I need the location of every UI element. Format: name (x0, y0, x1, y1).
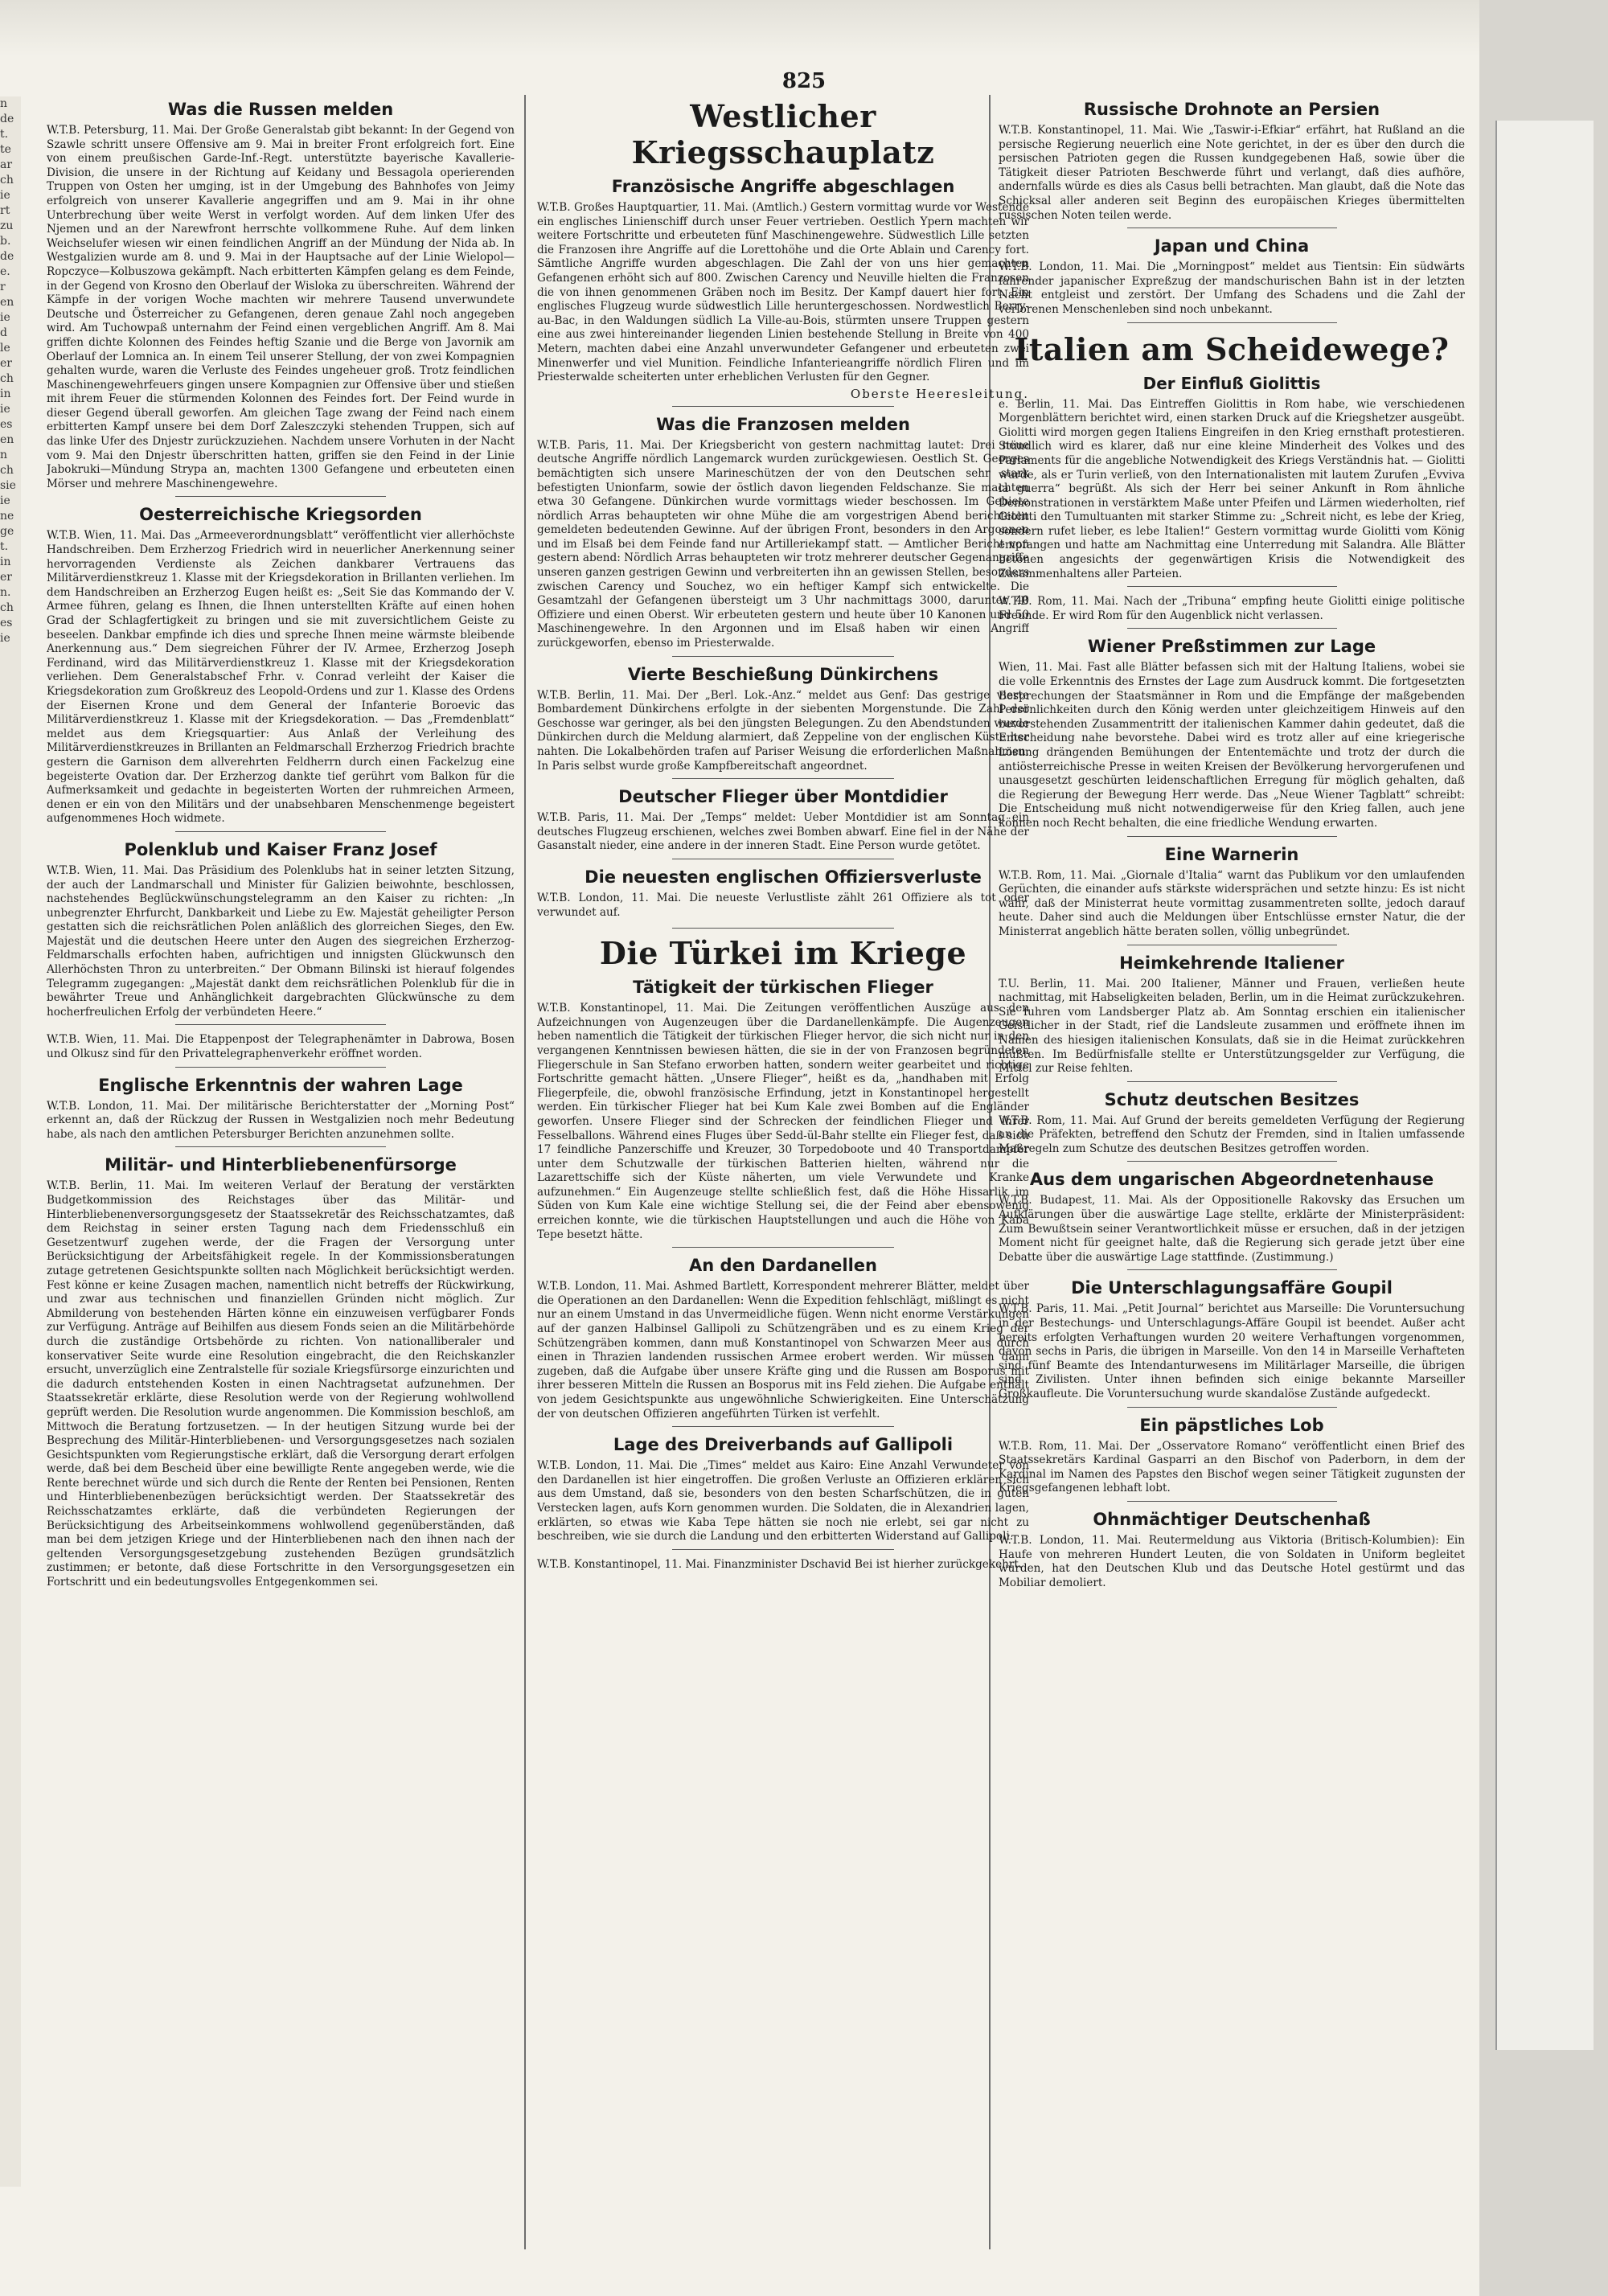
separator (175, 1024, 386, 1025)
margin-fragment: en (0, 433, 14, 446)
separator (672, 1426, 893, 1427)
article-body: W.T.B. Konstantinopel, 11. Mai. Wie „Taswir-i-Efkiar“ erfährt, hat Rußland an die persische Regierung neuerlich eine Note gerichtet, in der es über den durch die persischen Patrioten gegen die Russen kundgegebenen Haß, sowie über die Tätigkeit dieser Patrioten Beschwerde führt und verlangt, daß dies aufhöre, andernfalls würde es dies als Casus belli betrachten. Man glaubt, daß die Note das Schicksal aller anderen seit Beginn des europäischen Krieges übermittelten russischen Noten teilen werde. (999, 124, 1465, 222)
article-body: Wien, 11. Mai. Fast alle Blätter befassen sich mit der Haltung Italiens, wobei sie die volle Erkenntnis des Ernstes der Lage zum Ausdruck kommt. Die fortgesetzten Besprechungen der Staatsmänner in Rom und die Empfänge der maßgebenden Persönlichkeiten durch den König werden unter gleichzeitigem Hinweis auf den bevorstehenden Zusammentritt der italienischen Kammer dahin gedeutet, daß die Entscheidung nahe bevorstehe. Dabei wird es trotz aller auf eine kriegerische Lösung drängenden Bemühungen der Ententemächte und trotz der durch die antiösterreichische Presse in weiten Kreisen der Bevölkerung hervorgerufenen und unausgesetzt geschürten leidenschaftlichen Erregung für möglich gehalten, daß die Regierung der Bewegung Herr werde. Das „Neue Wiener Tagblatt“ schreibt: Die Entscheidung muß nicht notwendigerweise für den Krieg fallen, auch jene können noch Recht behalten, die eine friedliche Wendung erwarten. (999, 661, 1465, 830)
margin-fragment: le (0, 342, 10, 355)
right-article (999, 845, 1465, 945)
margin-fragment: d (0, 326, 7, 339)
article-body: W.T.B. London, 11. Mai. Die neueste Verlustliste zählt 261 Offiziere als tot oder verwundet auf. (537, 891, 1029, 919)
margin-fragment: ch (0, 601, 14, 614)
western-front-heading: Westlicher Kriegsschauplatz (631, 98, 935, 170)
article-headline: Französische Angriffe abgeschlagen (611, 177, 955, 196)
article-headline: Heimkehrende Italiener (1119, 953, 1344, 973)
article-signature: Oberste Heeresleitung. (850, 386, 1029, 401)
margin-fragment: es (0, 418, 13, 431)
top-shadow (0, 0, 1479, 56)
separator (175, 1146, 386, 1147)
separator (1127, 322, 1337, 323)
article-headline: Aus dem ungarischen Abgeordnetenhause (1029, 1170, 1434, 1190)
right-article (999, 1090, 1465, 1162)
margin-fragment: ie (0, 311, 10, 324)
separator (672, 1549, 893, 1550)
article-headline: Ein päpstliches Lob (1139, 1415, 1324, 1435)
article-headline: Schutz deutschen Besitzes (1104, 1089, 1360, 1109)
right-article (999, 953, 1465, 1082)
article-headline: Wiener Preßstimmen zur Lage (1087, 637, 1376, 657)
margin-fragment: ie (0, 494, 10, 507)
margin-fragment: er (0, 357, 12, 370)
margin-fragment: de (0, 250, 14, 263)
turkey-heading: Die Türkei im Kriege (599, 935, 967, 972)
left-article (47, 505, 515, 831)
separator (672, 928, 893, 929)
article-headline: Englische Erkenntnis der wahren Lage (98, 1075, 463, 1095)
margin-fragment: en (0, 296, 14, 309)
separator (175, 496, 386, 497)
margin-fragment: ie (0, 403, 10, 416)
article-body: W.T.B. Paris, 11. Mai. Der Kriegsbericht von gestern nachmittag lautet: Drei neue deutsche Angriffe nördlich Langemarck wurden zurückgewiesen. Oestlich St. Georges bemächtigten sich unsere Marineschützen der von den Deutschen sehr stark befestigten Unionfarm, sowie der östlich davon liegenden Feldschanze. Sie machten etwa 30 Gefangene. Dünkirchen wurde vormittags wieder beschossen. Im Gebiete nördlich Arras behaupteten wir ohne Mühe die am vorgestrigen Abend berichteten gemeldeten bedeutenden Gewinne. Auf der übrigen Front, besonders in den Argonnen und im Elsaß bei dem Feinde fand nur Artilleriekampf statt. — Amtlicher Bericht von gestern abend: Nördlich Arras behaupteten wir trotz mehrerer deutscher Gegenangriffe unseren ganzen gestrigen Gewinn und verbreiterten ihn an gewissen Stellen, besonders zwischen Carency und Souchez, wo ein heftiger Kampf sich entwickelte. Die Gesamtzahl der Gefangenen übersteigt um 3 Uhr nachmittags 3000, darunter 40 Offiziere und einen Oberst. Wir erbeuteten gestern und heute über 10 Kanonen und 50 Maschinengewehre. In den Argonnen und im Elsaß haben wir einen Angriff zurückgeworfen, ebenso im Priesterwalde. (537, 438, 1029, 650)
article-body: W.T.B. Rom, 11. Mai. Auf Grund der bereits gemeldeten Verfügung der Regierung an die Präfekten, betreffend den Schutz der Fremden, sind in Italien umfassende Maßregeln zum Schutze des deutschen Besitzes getroffen worden. (999, 1113, 1465, 1155)
article-body: W.T.B. Paris, 11. Mai. Der „Temps“ meldet: Ueber Montdidier ist am Sonntag ein deutsches Flugzeug erschienen, welches zwei Bomben abwarf. Eine fiel in der Nähe der Gasanstalt nieder, eine andere in der inneren Stadt. Eine Person wurde getötet. (537, 811, 1029, 853)
right-column (999, 95, 1465, 2257)
column-rule-1 (524, 95, 526, 2249)
article-body: W.T.B. London, 11. Mai. Die „Morningpost“ meldet aus Tientsin: Ein südwärts fahrender japanischer Expreßzug der mandschurischen Bahn ist in der letzten Nacht entgleist und zerstört. Der Umfang des Schadens und die Zahl der verlorenen Menschenleben sind noch unbekannt. (999, 260, 1465, 316)
left-article (47, 1155, 515, 1589)
article-body: T.U. Berlin, 11. Mai. 200 Italiener, Männer und Frauen, verließen heute nachmittag, mit Habseligkeiten beladen, Berlin, um in die Heimat zurückzukehren. Sie fuhren vom Landsberger Platz ab. Am Sonntag erschien ein italienischer Geistlicher in der Stadt, rief die Landsleute zusammen und eröffnete ihnen im Namen des hiesigen italienischen Konsulats, daß sie in die Heimat zurückkehren müßten. Im Bedürfnisfalle stellte er Unterstützungsgelder zur Verfügung, die Mittel zur Reise fehlten. (999, 977, 1465, 1076)
article-body: W.T.B. Rom, 11. Mai. „Giornale d'Italia“ warnt das Publikum vor den umlaufenden Gerüchten, die einander aufs stärkste widersprächen und setzte hinzu: Es ist nicht wahr, daß der Ministerrat heute vormittag zusammentreten sollte, jedoch darauf heute. Daher sind auch die Meldungen über Entschlüsse ernster Natur, die der Ministerrat angeblich hätte beraten sollen, völlig unbegründet. (999, 868, 1465, 938)
margin-fragment: zu (0, 219, 14, 232)
margin-fragment: es (0, 617, 13, 629)
article-headline: Russische Drohnote an Persien (1083, 100, 1380, 119)
margin-fragment: ge (0, 525, 14, 538)
separator (175, 1067, 386, 1068)
article-headline: Die Unterschlagungsaffäre Goupil (1071, 1278, 1393, 1298)
right-article (999, 595, 1465, 629)
article-headline: Polenklub und Kaiser Franz Josef (124, 839, 437, 859)
left-article (47, 1033, 515, 1067)
article-headline: Italien am Scheidewege? (1014, 330, 1450, 367)
article-body: W.T.B. London, 11. Mai. Der militärische Berichterstatter der „Morning Post“ erkennt an, daß der Rückzug der Russen in Westgalizien noch mehr Bedeutung habe, als nach den amtlichen Petersburger Berichten anzunehmen sollte. (47, 1099, 515, 1141)
left-article (47, 100, 515, 497)
separator (175, 831, 386, 832)
article-body: W.T.B. London, 11. Mai. Ashmed Bartlett, Korrespondent mehrerer Blätter, meldet über die Operationen an den Dardanellen: Wenn die Expedition fehlschlägt, mißlingt es nicht nur an einem Umstand in das Unvermeidliche fügen. Wenn nicht enorme Verstärkungen auf der ganzen Halbinsel Gallipoli zu Schützengräben und es zu einem Krieg der Schützengräben kommen, dann muß Konstantinopel von Schwarzen Meer aus durch einen in Thrazien landenden russischen Armee erobert werden. Wir müssen dann zugeben, daß die Aufgabe über unsere Kräfte ging und die Russen am Bosporus mit ihrer besseren Mitteln die Russen an Bosporus mit ins Feld ziehen. Die Aufgabe enthält von jedem Gesichtspunkte aus ungewöhnliche Schwierigkeiten. Eine Unterschätzung der von deutschen Offizieren angeführten Türken ist verfehlt. (537, 1280, 1029, 1421)
article-body: W.T.B. Berlin, 11. Mai. Der „Berl. Lok.-Anz.“ meldet aus Genf: Das gestrige vierte Bombardement Dünkirchens erfolgte in der siebenten Morgenstunde. Die Zahl der Geschosse war geringer, als bei den jüngsten Belegungen. Zu den Abendstunden wurde Dünkirchen durch die Meldung alarmiert, daß Zeppeline von der englischen Küste her nahten. Die Lokalbehörden trafen auf Pariser Weisung die erforderlichen Maßnahmen. In Paris selbst wurde große Kampfbereitschaft angeordnet. (537, 688, 1029, 773)
turkey-articles (537, 978, 1029, 1572)
separator (1127, 628, 1337, 629)
turkey-article (537, 1435, 1029, 1550)
article-subheadline: Der Einfluß Giolittis (1142, 373, 1321, 393)
article-headline: Militär- und Hinterbliebenenfürsorge (105, 1155, 457, 1175)
margin-fragment: t. (0, 540, 9, 553)
separator (1127, 1081, 1337, 1082)
turkey-article (537, 1256, 1029, 1427)
article-headline: Die neuesten englischen Offiziersverluste (585, 867, 982, 887)
separator (1127, 1501, 1337, 1502)
article-headline: Japan und China (1154, 236, 1310, 256)
margin-fragment: rt (0, 204, 10, 217)
article-body: W.T.B. Konstantinopel, 11. Mai. Die Zeitungen veröffentlichen Auszüge aus den Aufzeichnungen von Augenzeugen über die Dardanellenkämpfe. Die Augenzeugen heben namentlich die Tätigkeit der türkischen Flieger hervor, die sich nicht nur in den vergangenen Kenntnissen bewiesen hätten, die sie in der von Franzosen begründeten Fliegerschule in San Stefano erworben hatten, sondern weiter gearbeitet und richtige Fortschritte gemacht hätten. „Unsere Flieger“, heißt es da, „handhaben mit Erfolg Fliegerpfeile, die, obwohl französische Erfindung, jetzt in Konstantinopel hergestellt werden. Ein türkischer Flieger hat bei Kum Kale zwei Bomben auf die Engländer geworfen. Unsere Flieger sind der Schrecken der feindlichen Flieger und ihrer Fesselballons. Während eines Fluges über Sedd-ül-Bahr stellte ein Flieger fest, daß sich 17 feindliche Panzerschiffe und Kreuzer, 30 Torpedoboote und 40 Transportdampfer unter dem Schutzwalle der türkischen Batterien hielten, während nur die Lazarettschiffe sich der Küste näherten, um viele Verwundete und Kranke aufzunehmen.“ Ein Augenzeuge stellte schließlich fest, daß die Höhe Hissarlik im Süden von Kum Kale eine wichtige Stellung sei, die der Feind aber ebensowenig erreichen konnte, wie die türkischen Hauptstellungen und auch die Höhe von Kaba Tepe besetzt hätte. (537, 1002, 1029, 1241)
right-article (999, 1170, 1465, 1270)
margin-fragment: n. (0, 586, 11, 599)
right-article (999, 236, 1465, 322)
article-body: W.T.B. Rom, 11. Mai. Der „Osservatore Romano“ veröffentlicht einen Brief des Staatssekretärs Kardinal Gasparri an den Bischof von Paderborn, in dem der Kardinal im Namen des Papstes den Bischof wegen seiner Tätigkeit zugunsten der Kriegsgefangenen lebhaft lobt. (999, 1439, 1465, 1495)
margin-fragment: ch (0, 372, 14, 385)
left-margin-strip (0, 96, 21, 2187)
article-body: W.T.B. Petersburg, 11. Mai. Der Große Generalstab gibt bekannt: In der Gegend von Szawle schritt unsere Offensive am 9. Mai in breiter Front erfolgreich fort. Eine von einem preußischen Garde-Inf.-Regt. unterstützte bayerische Kavallerie-Division, die unsere in der Richtung auf Keidany und Bessagola operierenden Truppen von Osten her umging, ist in der Umgebung des Bahnhofes von Jeimy erfolgreich von unserer Kavallerie angegriffen und am 9. Mai in ihr ohne Unterbrechung über weite Werst in verfolgt worden. Auf dem linken Ufer des Njemen und an der Narewfront herrschte vollkommene Ruhe. Auf dem linken Weichselufer wiesen wir einen feindlichen Angriff an der Mündung der Nida ab. In Westgalizien wurde am 8. und 9. Mai in der Hauptsache auf der Linie Wielopol—Ropczyce—Kolbuszowa gekämpft. Nach erbitterten Kämpfen gelang es dem Feinde, in der Gegend von Krosno den Oberlauf der Wisloka zu überschreiten. Während der Kämpfe in der vorigen Woche machten wir mehrere Tausend unverwundete Deutsche und Österreicher zu Gefangenen, deren genaue Zahl noch angegeben wird. Am Tuchowpaß unternahm der Feind einen vergeblichen Angriff. Am 8. Mai griffen dichte Kolonnen des Feindes heftig Szanie und die Berge von Javornik am Oberlauf der Lomnica an. In einem Teil unserer Stellung, der von zwei Kompagnien gehalten wurde, waren die Verluste des Feindes ungeheuer groß. Trotz feindlichen Maschinengewehrfeuers gingen unsere Kompagnien zur Offensive über und stießen mit ihrem Feuer die stürmenden Kolonnen des Feindes fort. Der Feind wurde in dieser Gegend überall geworfen. Am gleichen Tage zwang der Feind nach einem erbitterten Kampf unsere bei dem Dorf Zaleszczyki stehenden Truppen, sich auf das linke Ufer des Dnjestr zurückzuziehen. Nachdem unsere Vorhuten in der Nacht vom 9. Mai den Dnjestr überschritten hatten, griffen sie den Feind in der Linie Jabokruki—Mündung Strypa an, machten 1300 Gefangene und erbeuteten einen Mörser und mehrere Maschinengewehre. (47, 124, 515, 490)
margin-fragment: er (0, 571, 12, 584)
margin-fragment: sie (0, 479, 16, 492)
article-body: W.T.B. Konstantinopel, 11. Mai. Finanzminister Dschavid Bei ist hierher zurückgekehrt. (537, 1557, 1023, 1571)
article-body: W.T.B. Rom, 11. Mai. Nach der „Tribuna“ empfing heute Giolitti einige politische Freunde. Er wird Rom für den Augenblick nicht verlassen. (999, 595, 1465, 622)
margin-fragment: ie (0, 189, 10, 202)
article-body: W.T.B. Wien, 11. Mai. Die Etappenpost der Telegraphenämter in Dabrowa, Bosen und Olkusz sind für den Privattelegraphenverkehr eröffnet worden. (47, 1033, 515, 1061)
separator (672, 656, 893, 657)
margin-fragment: ne (0, 510, 14, 523)
margin-fragment: t. (0, 128, 9, 141)
separator (1127, 586, 1337, 587)
left-article (47, 840, 515, 1026)
article-body: W.T.B. London, 11. Mai. Reutermeldung aus Viktoria (Britisch-Kolumbien): Ein Haufe von mehreren Hundert Leuten, die von Soldaten in Uniform begleitet wurden, hat den Deutschen Klub und das Deutsche Hotel gestürmt und das Mobiliar demoliert. (999, 1533, 1465, 1589)
left-column (47, 95, 515, 2257)
article-headline: Lage des Dreiverbands auf Gallipoli (613, 1435, 954, 1455)
separator (672, 406, 893, 407)
separator (1127, 836, 1337, 837)
article-body: W.T.B. Paris, 11. Mai. „Petit Journal“ berichtet aus Marseille: Die Voruntersuchung in der Bestechungs- und Unterschlagungs-Affäre Goupil ist beendet. Außer acht bereits erfolgten Verhaftungen wurden 20 weitere Verhaftungen vorgenommen, davon sechs in Paris, die übrigen in Marseille. Von den 14 in Marseille Verhafteten sind fünf Beamte des Intendanturwesens im Militärlager Marseille, die übrigen sind Zivilisten. Unter ihnen befinden sich einige bekannte Marseiller Großkaufleute. Die Voruntersuchung wurde skandalöse Zustände aufgedeckt. (999, 1302, 1465, 1400)
separator (672, 1247, 893, 1248)
right-page-edge (1479, 0, 1608, 2296)
article-headline: Was die Franzosen melden (656, 414, 910, 434)
article-body: W.T.B. London, 11. Mai. Die „Times“ meldet aus Kairo: Eine Anzahl Verwundeter von den Dardanellen ist hier eingetroffen. Die großen Verluste an Offizieren erklären sich aus dem Umstand, daß sie, besonders von den besten Scharfschützen, die in guten Verstecken lagen, aufs Korn genommen wurden. Die Soldaten, die in Alexandrien lagen, erklärten, so etwas wie Kaba Tepe hätten sie noch nie erlebt, sei gar nicht zu beschreiben, wie sie durch die Landung und den erbitterten Widerstand auf Gallipoli. (537, 1459, 1029, 1544)
margin-fragment: in (0, 387, 11, 400)
margin-fragment: n (0, 449, 8, 461)
middle-article (537, 787, 1029, 859)
margin-fragment: r (0, 281, 6, 293)
article-body: W.T.B. Wien, 11. Mai. Das Präsidium des Polenklubs hat in seiner letzten Sitzung, der auch der Landmarschall und Minister für Galizien beiwohnte, beschlossen, nachstehendes Beglückwünschungstelegramm an den Kaiser zu richten: „In unbegrenzter Ehrfurcht, Dankbarkeit und Liebe zu Ew. Majestät geheiligter Person gestatten sich die reichsrätlichen Polen anläßlich des glorreichen Sieges, den Ew. Majestät und die deutschen Heere unter den Augen des siegreichen Erzherzog-Feldmarschalls erfochten haben, aufrichtigen und innigsten Glückwunsch den Allerhöchsten Thron zu unterbreiten.“ Der Obmann Bilinski ist hierauf folgendes Telegramm zugegangen: „Majestät dankt dem reichsrätlichen Polenklub für die in bewährter Treue und Anhänglichkeit dargebrachten Glückwünsche zu dem hocherfreulichen Erfolg der verbündeten Heere.“ (47, 863, 515, 1019)
middle-article (537, 867, 1029, 920)
middle-article (537, 177, 1029, 407)
margin-fragment: b. (0, 235, 11, 248)
separator (672, 778, 893, 779)
article-body: W.T.B. Großes Hauptquartier, 11. Mai. (Amtlich.) Gestern vormittag wurde vor Westende ein englisches Linienschiff durch unser Feuer vertrieben. Oestlich Ypern machten wir weitere Fortschritte und erbeuteten fünf Maschinengewehre. Südwestlich Lille setzten die Franzosen ihre Angriffe auf die Lorettohöhe und die Orte Ablain und Carency fort. Sämtliche Angriffe wurden abgeschlagen. Die Zahl der von uns hier gemachten Gefangenen erhöht sich auf 800. Zwischen Carency und Neuville hielten die Franzosen die von ihnen genommenen Gräben noch im Besitz. Der Kampf dauert hier fort. Ein englisches Flugzeug wurde südwestlich Lille heruntergeschossen. Nordwestlich Berry-au-Bac, in den Waldungen südlich La Ville-au-Bois, stürmten unsere Truppen gestern eine aus zwei hintereinander liegenden Linien bestehende Stellung in Breite von 400 Metern, machten dabei eine Anzahl unverwundeter Gefangener und erbeuteten zwei Minenwerfer und viel Munition. Feindliche Infanterieangriffe nördlich Fliren und im Priesterwalde scheiterten unter erheblichen Verlusten für den Gegner. (537, 201, 1029, 384)
article-headline: Tätigkeit der türkischen Flieger (633, 978, 933, 998)
article-headline: Deutscher Flieger über Montdidier (618, 787, 948, 807)
margin-fragment: de (0, 113, 14, 125)
margin-fragment: ch (0, 174, 14, 187)
right-article (999, 1510, 1465, 1590)
right-article (999, 1278, 1465, 1407)
turkey-article (537, 1558, 1029, 1572)
article-body: W.T.B. Budapest, 11. Mai. Als der Oppositionelle Rakovsky das Ersuchen um Aufklärungen über die auswärtige Lage stellte, erklärte der Ministerpräsident: Zum Bewußtsein seiner Verantwortlichkeit müsse er ersuchen, daß in der jetzigen Moment nicht für geeignet halte, daß die Regierung sich gerade jetzt über eine Debatte über die auswärtige Lage stattfinde. (Zustimmung.) (999, 1194, 1465, 1264)
page-number: 825 (781, 69, 827, 93)
left-article (47, 1076, 515, 1148)
right-article (999, 637, 1465, 836)
margin-fragment: n (0, 97, 8, 110)
article-headline: Ohnmächtiger Deutschenhaß (1093, 1509, 1371, 1529)
separator (1127, 1161, 1337, 1162)
article-headline: Oesterreichische Kriegsorden (139, 505, 422, 525)
article-headline: An den Dardanellen (689, 1256, 877, 1276)
article-headline: Vierte Beschießung Dünkirchens (627, 664, 939, 684)
article-body: W.T.B. Wien, 11. Mai. Das „Armeeverordnungsblatt“ veröffentlicht vier allerhöchste Handschreiben. Dem Erzherzog Friedrich wird in neuerlicher Anerkennung seiner hervorragenden Verdienste als Zeichen dankbarer Vertrauens das Militärverdienstkreuz 1. Klasse mit der Kriegsdekoration in Brillanten verliehen. Im dem Handschreiben an Erzherzog Eugen heißt es: „Seit Sie das Kommando der V. Armee führen, gelang es Ihnen, die Ihnen unterstellten Kräfte auf einen hohen Grad der Schlagfertigkeit zu bringen und sie mit zuversichtlichem Geiste zu beseelen. Dankbar empfinde ich dies und spreche Ihnen meine wärmste bleibende Anerkennung aus.“ Dem siegreichen Führer der IV. Armee, Erzherzog Joseph Ferdinand, wird das Militärverdienstkreuz 1. Klasse mit der Kriegsdekoration verliehen. Dem Generalstabschef Frhr. v. Conrad verleiht der Kaiser die Kriegsdekoration zum Großkreuz des Leopold-Ordens und zur 1. Klasse des Ordens der Eisernen Krone und dem General der Infanterie Boroevic das Militärverdienstkreuz 1. Klasse mit der Kriegsdekoration. — Das „Fremdenblatt“ meldet aus dem Kriegsquartier: Aus Anlaß der Verleihung des Militärverdienstkreuzes in Brillanten an Feldmarschall Erzherzog Friedrich brachte gestern die Garnison dem allverehrten Feldherrn durch einen Fackelzug eine begeisterte Ovation dar. Der Erzherzog dankte tief gerührt vom Balkon für die Aufmerksamkeit und gedachte in begeisterten Worten der ruhmreichen Armeen, denen er ein von den Militärs und der unabsehbaren Menschenmenge begeistert aufgenommenes Hoch widmete. (47, 529, 515, 826)
middle-article (537, 415, 1029, 657)
margin-fragment: ch (0, 464, 14, 477)
right-article (999, 331, 1465, 588)
margin-fragment: ie (0, 632, 10, 645)
article-headline: Was die Russen melden (167, 100, 394, 119)
middle-article (537, 665, 1029, 780)
margin-fragment: in (0, 556, 11, 568)
right-article (999, 1416, 1465, 1502)
separator (1127, 1269, 1337, 1270)
middle-column (537, 95, 1029, 2257)
margin-fragment: ar (0, 158, 13, 171)
separator (1127, 1407, 1337, 1408)
western-front-articles (537, 177, 1029, 920)
right-article (999, 100, 1465, 228)
article-body: W.T.B. Berlin, 11. Mai. Im weiteren Verlauf der Beratung der verstärkten Budgetkommission des Reichstages über das Militär- und Hinterbliebenenversorgungsgesetz der Staatssekretär des Reichsschatzamtes, daß dem Reichstag in seiner ersten Tagung nach dem Friedensschluß ein Gesetzentwurf zugehen werde, der die Fragen der Versorgung unter Berücksichtigung der Arbeitsfähigkeit regele. In der Kommissionsberatungen zutage getretenen Gesichtspunkte sollten nach Möglichkeit berücksichtigt werden. Fest könne er keine Zusagen machen, namentlich nicht betreffs der Rückwirkung, und zwar aus technischen und finanziellen Gründen nicht möglich. Zur Abmilderung von bestehenden Härten könne ein einzuweisen verfügbarer Fonds zur Verfügung. Anträge auf Beihilfen aus diesem Fonds seien an die Militärbehörde durch die zuständige Ortsbehörde zu richten. Von nationalliberaler und konservativer Seite wurde eine Resolution eingebracht, die den Reichskanzler ersucht, unverzüglich eine Zentralstelle für soziale Kriegsfürsorge einzurichten und die dadurch entstehenden Kosten in einen Nachtragsetat aufzunehmen. Der Staatssekretär erklärte, diese Resolution werde von der Regierung wohlwollend geprüft werden. Die Resolution wurde angenommen. Die Kommission beschloß, am Mittwoch die Beratung fortzusetzen. — In der heutigen Sitzung wurde bei der Besprechung des Militär-Hinterbliebenen- und Versorgungsgesetzes nach sozialen Gesichtspunkten vom Regierungstische erklärt, daß die Versorgung derart erfolgen werde, daß bei dem Bescheid über eine bewilligte Rente angegeben werde, wie die Rente berechnet würde und sich durch die Rente der Renten bei Pensionen, Renten und Hinterbliebenenbezügen berücksichtigt werden. Der Staatssekretär des Reichsschatzamtes erklärte, daß die verbündeten Regierungen der Berücksichtigung des Arbeitseinkommens wohlwollend gegenüberständen, daß man bei dem jetzigen Kriege und der Hinterbliebenen nach den ihnen nach der geltenden Versorgungsgesetzgebung zustehenden Bezügen grundsätzlich zustimmen; er betonte, daß diese Fortschritte in den Versorgungsgesetzen ein Fortschritt und ein bedeutungsvolles Entgegenkommen sei. (47, 1179, 515, 1589)
article-headline: Eine Warnerin (1164, 844, 1299, 864)
article-body: e. Berlin, 11. Mai. Das Eintreffen Giolittis in Rom habe, wie verschiedenen Morgenblättern berichtet wird, einen starken Druck auf die Kriegshetzer ausgeübt. Giolitti wird morgen gegen Italiens Eingreifen in den Krieg ernsthaft protestieren. Stündlich wird es klarer, daß nur eine kleine Minderheit des Volkes und des Parlaments für die angebliche Notwendigkeit des Kriegs Verständnis hat. — Giolitti wurde, als er Turin verließ, von den Internationalisten mit lautem Zurufen „Evviva la guerra“ begrüßt. Als sich der Herr bei seiner Ankunft in Rom ähnliche Demonstrationen in verstärktem Maße unter Pfeifen und Lärmen wiederholten, rief Giolitti den Tumultuanten mit starker Stimme zu: „Schreit nicht, es lebe der Krieg, sondern rufet lieber, es lebe Italien!“ Gestern vormittag wurde Giolitti vom König empfangen und hatte am Nachmittag eine Unterredung mit Salandra. Alle Blätter betonen angesichts der gegenwärtigen Krisis die Notwendigkeit des Zusammenhaltens aller Parteien. (999, 397, 1465, 580)
margin-fragment: te (0, 143, 11, 156)
margin-fragment: e. (0, 265, 10, 278)
turkey-article (537, 978, 1029, 1248)
adjacent-page (1495, 121, 1594, 2050)
